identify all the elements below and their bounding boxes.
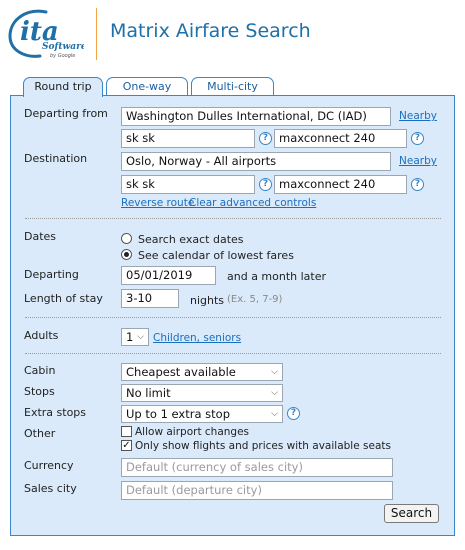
- chevron-down-icon: ⌵: [271, 367, 278, 377]
- reverse-route-link[interactable]: Reverse route: [121, 197, 195, 209]
- cabin-label: Cabin: [24, 364, 56, 377]
- tab-multi-city[interactable]: Multi-city: [191, 77, 274, 95]
- origin-extension-codes-input[interactable]: maxconnect 240: [274, 129, 407, 148]
- section-divider: [25, 317, 441, 318]
- departing-date-input[interactable]: 05/01/2019: [121, 266, 216, 285]
- departing-from-input[interactable]: Washington Dulles International, DC (IAD): [121, 107, 391, 126]
- logo-main-text: ita: [20, 17, 59, 47]
- adults-label: Adults: [24, 329, 59, 342]
- stops-select-value: No limit: [126, 386, 171, 400]
- extra-stops-help-icon[interactable]: ?: [287, 407, 300, 420]
- extra-stops-label: Extra stops: [24, 406, 87, 419]
- departing-date-label: Departing: [24, 268, 79, 281]
- allow-airport-changes-label[interactable]: Allow airport changes: [135, 426, 250, 438]
- origin-routing-codes-input[interactable]: sk sk: [121, 129, 255, 148]
- clear-advanced-controls-link[interactable]: Clear advanced controls: [189, 197, 317, 209]
- origin-routing-help-icon[interactable]: ?: [259, 132, 272, 145]
- other-label: Other: [24, 427, 56, 440]
- destination-nearby-link[interactable]: Nearby: [399, 155, 437, 167]
- extra-stops-select-value: Up to 1 extra stop: [126, 407, 230, 421]
- destination-routing-help-icon[interactable]: ?: [259, 178, 272, 191]
- departing-from-label: Departing from: [24, 107, 108, 120]
- cabin-select[interactable]: [121, 363, 283, 381]
- destination-label: Destination: [24, 152, 88, 165]
- length-of-stay-input[interactable]: 3-10: [121, 289, 179, 308]
- logo-by-text: by Google: [50, 53, 76, 59]
- logo-sub-text: Software: [42, 42, 84, 52]
- destination-extension-help-icon[interactable]: ?: [411, 178, 424, 191]
- section-divider: [25, 218, 441, 219]
- tab-round-trip[interactable]: Round trip: [23, 77, 103, 97]
- currency-label: Currency: [24, 459, 74, 472]
- stops-label: Stops: [24, 385, 55, 398]
- nights-unit-label: nights: [190, 294, 225, 307]
- only-available-seats-label[interactable]: Only show flights and prices with available seats: [135, 440, 391, 452]
- cabin-select-value: Cheapest available: [126, 365, 236, 379]
- section-divider: [25, 353, 441, 354]
- chevron-down-icon: ⌵: [137, 332, 144, 342]
- stops-select[interactable]: [121, 384, 283, 402]
- dates-label: Dates: [24, 230, 57, 243]
- exact-dates-radio[interactable]: [121, 233, 132, 244]
- search-form-panel: [10, 95, 455, 536]
- adults-select-value: 1: [126, 330, 134, 344]
- length-of-stay-label: Length of stay: [24, 292, 103, 305]
- destination-input[interactable]: Oslo, Norway - All airports: [121, 152, 391, 171]
- only-available-seats-checkbox[interactable]: ✓: [122, 440, 131, 451]
- origin-extension-help-icon[interactable]: ?: [411, 132, 424, 145]
- page-title: Matrix Airfare Search: [110, 20, 311, 42]
- ita-software-logo[interactable]: [6, 6, 84, 60]
- extra-stops-select[interactable]: [121, 405, 283, 423]
- calendar-fares-label[interactable]: See calendar of lowest fares: [138, 249, 294, 262]
- calendar-fares-radio[interactable]: [121, 249, 132, 260]
- sales-city-label: Sales city: [24, 482, 77, 495]
- tab-one-way[interactable]: One-way: [106, 77, 188, 95]
- sales-city-input[interactable]: Default (departure city): [121, 481, 393, 500]
- destination-extension-codes-input[interactable]: maxconnect 240: [274, 175, 407, 194]
- origin-nearby-link[interactable]: Nearby: [399, 110, 437, 122]
- ita-logo-graphic: [6, 6, 84, 60]
- search-button[interactable]: Search: [384, 504, 439, 523]
- currency-input[interactable]: Default (currency of sales city): [121, 458, 393, 477]
- exact-dates-label[interactable]: Search exact dates: [138, 233, 244, 246]
- length-of-stay-hint: (Ex. 5, 7-9): [227, 294, 283, 305]
- header-divider: [96, 8, 97, 60]
- children-seniors-link[interactable]: Children, seniors: [153, 332, 242, 344]
- destination-routing-codes-input[interactable]: sk sk: [121, 175, 255, 194]
- chevron-down-icon: ⌵: [271, 388, 278, 398]
- adults-select[interactable]: [121, 328, 149, 346]
- chevron-down-icon: ⌵: [271, 409, 278, 419]
- allow-airport-changes-checkbox[interactable]: [121, 426, 132, 437]
- departing-date-suffix: and a month later: [227, 270, 327, 283]
